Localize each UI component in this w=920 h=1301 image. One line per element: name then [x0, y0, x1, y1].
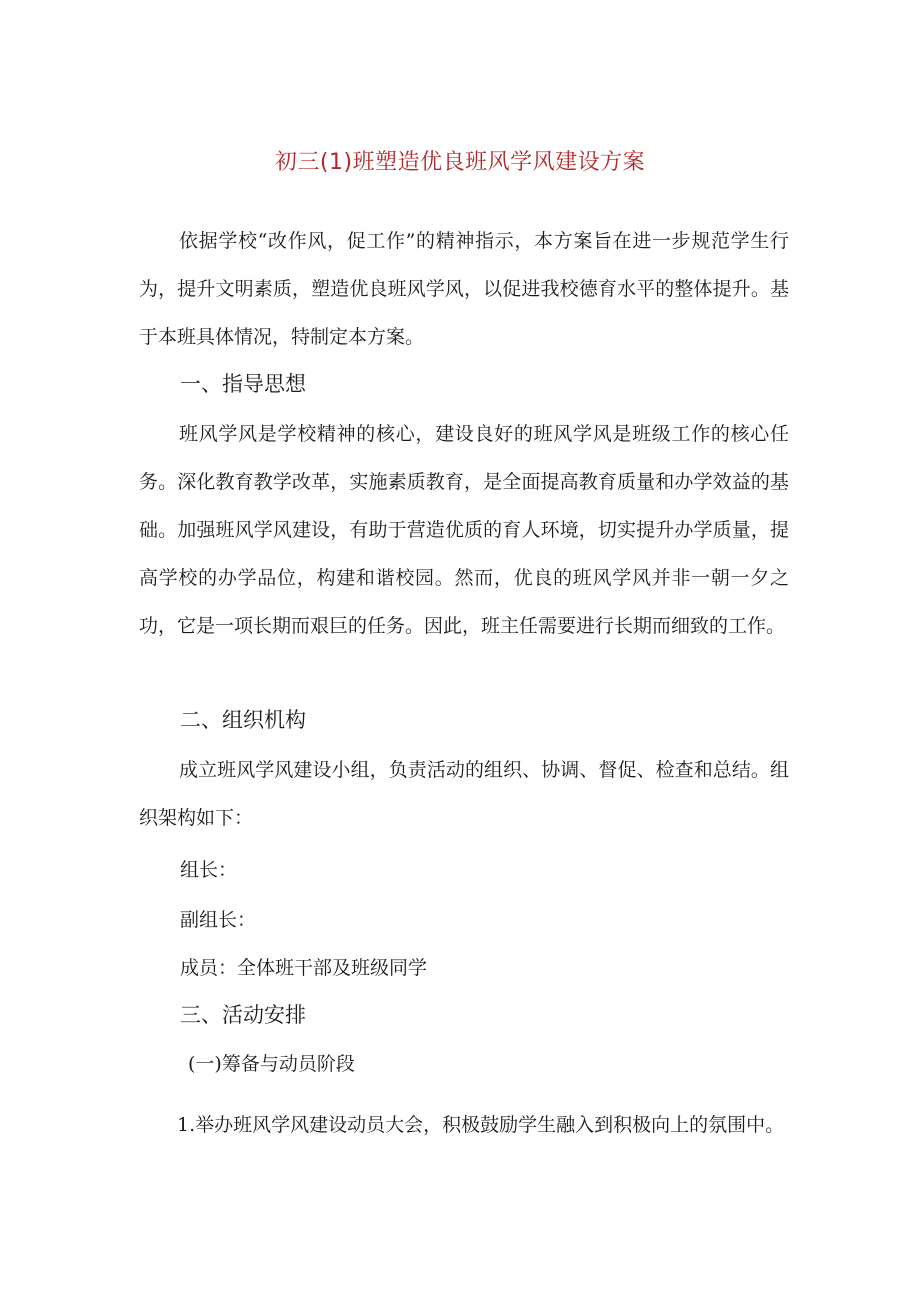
section-heading-guiding-ideology: 一、指导思想 [180, 372, 306, 396]
guiding-ideology-paragraph: 班风学风是学校精神的核心，建设良好的班风学风是班级工作的核心任务。深化教育教学改革，实施素质教育，是全面提高教育质量和办学效益的基础。加强班风学风建设，有助于营造优质的育人环境，切实提升办学质量，提高学校的办学品位，构建和谐校园。然而，优良的班风学风并非一朝一夕之功，它是一项长期而艰巨的任务。因此，班主任需要进行长期而细致的工作。 [139, 423, 789, 637]
role-deputy-leader: 副组长： [180, 909, 257, 931]
role-members: 成员：全体班干部及班级同学 [180, 957, 428, 979]
role-leader: 组长： [180, 859, 238, 881]
section-heading-activities: 三、活动安排 [180, 1003, 306, 1027]
document-title: 初三(1)班塑造优良班风学风建设方案 [274, 150, 646, 175]
section-heading-organization: 二、组织机构 [180, 708, 306, 732]
organization-paragraph: 成立班风学风建设小组，负责活动的组织、协调、督促、检查和总结。组织架构如下： [139, 759, 789, 829]
intro-paragraph: 依据学校“改作风，促工作”的精神指示，本方案旨在进一步规范学生行为，提升文明素质，塑造优良班风学风，以促进我校德育水平的整体提升。基于本班具体情况，特制定本方案。 [139, 230, 789, 348]
subheading-preparation-stage: (一)筹备与动员阶段 [188, 1053, 355, 1075]
activity-item-1: 1.举办班风学风建设动员大会，积极鼓励学生融入到积极向上的氛围中。 [177, 1114, 785, 1136]
